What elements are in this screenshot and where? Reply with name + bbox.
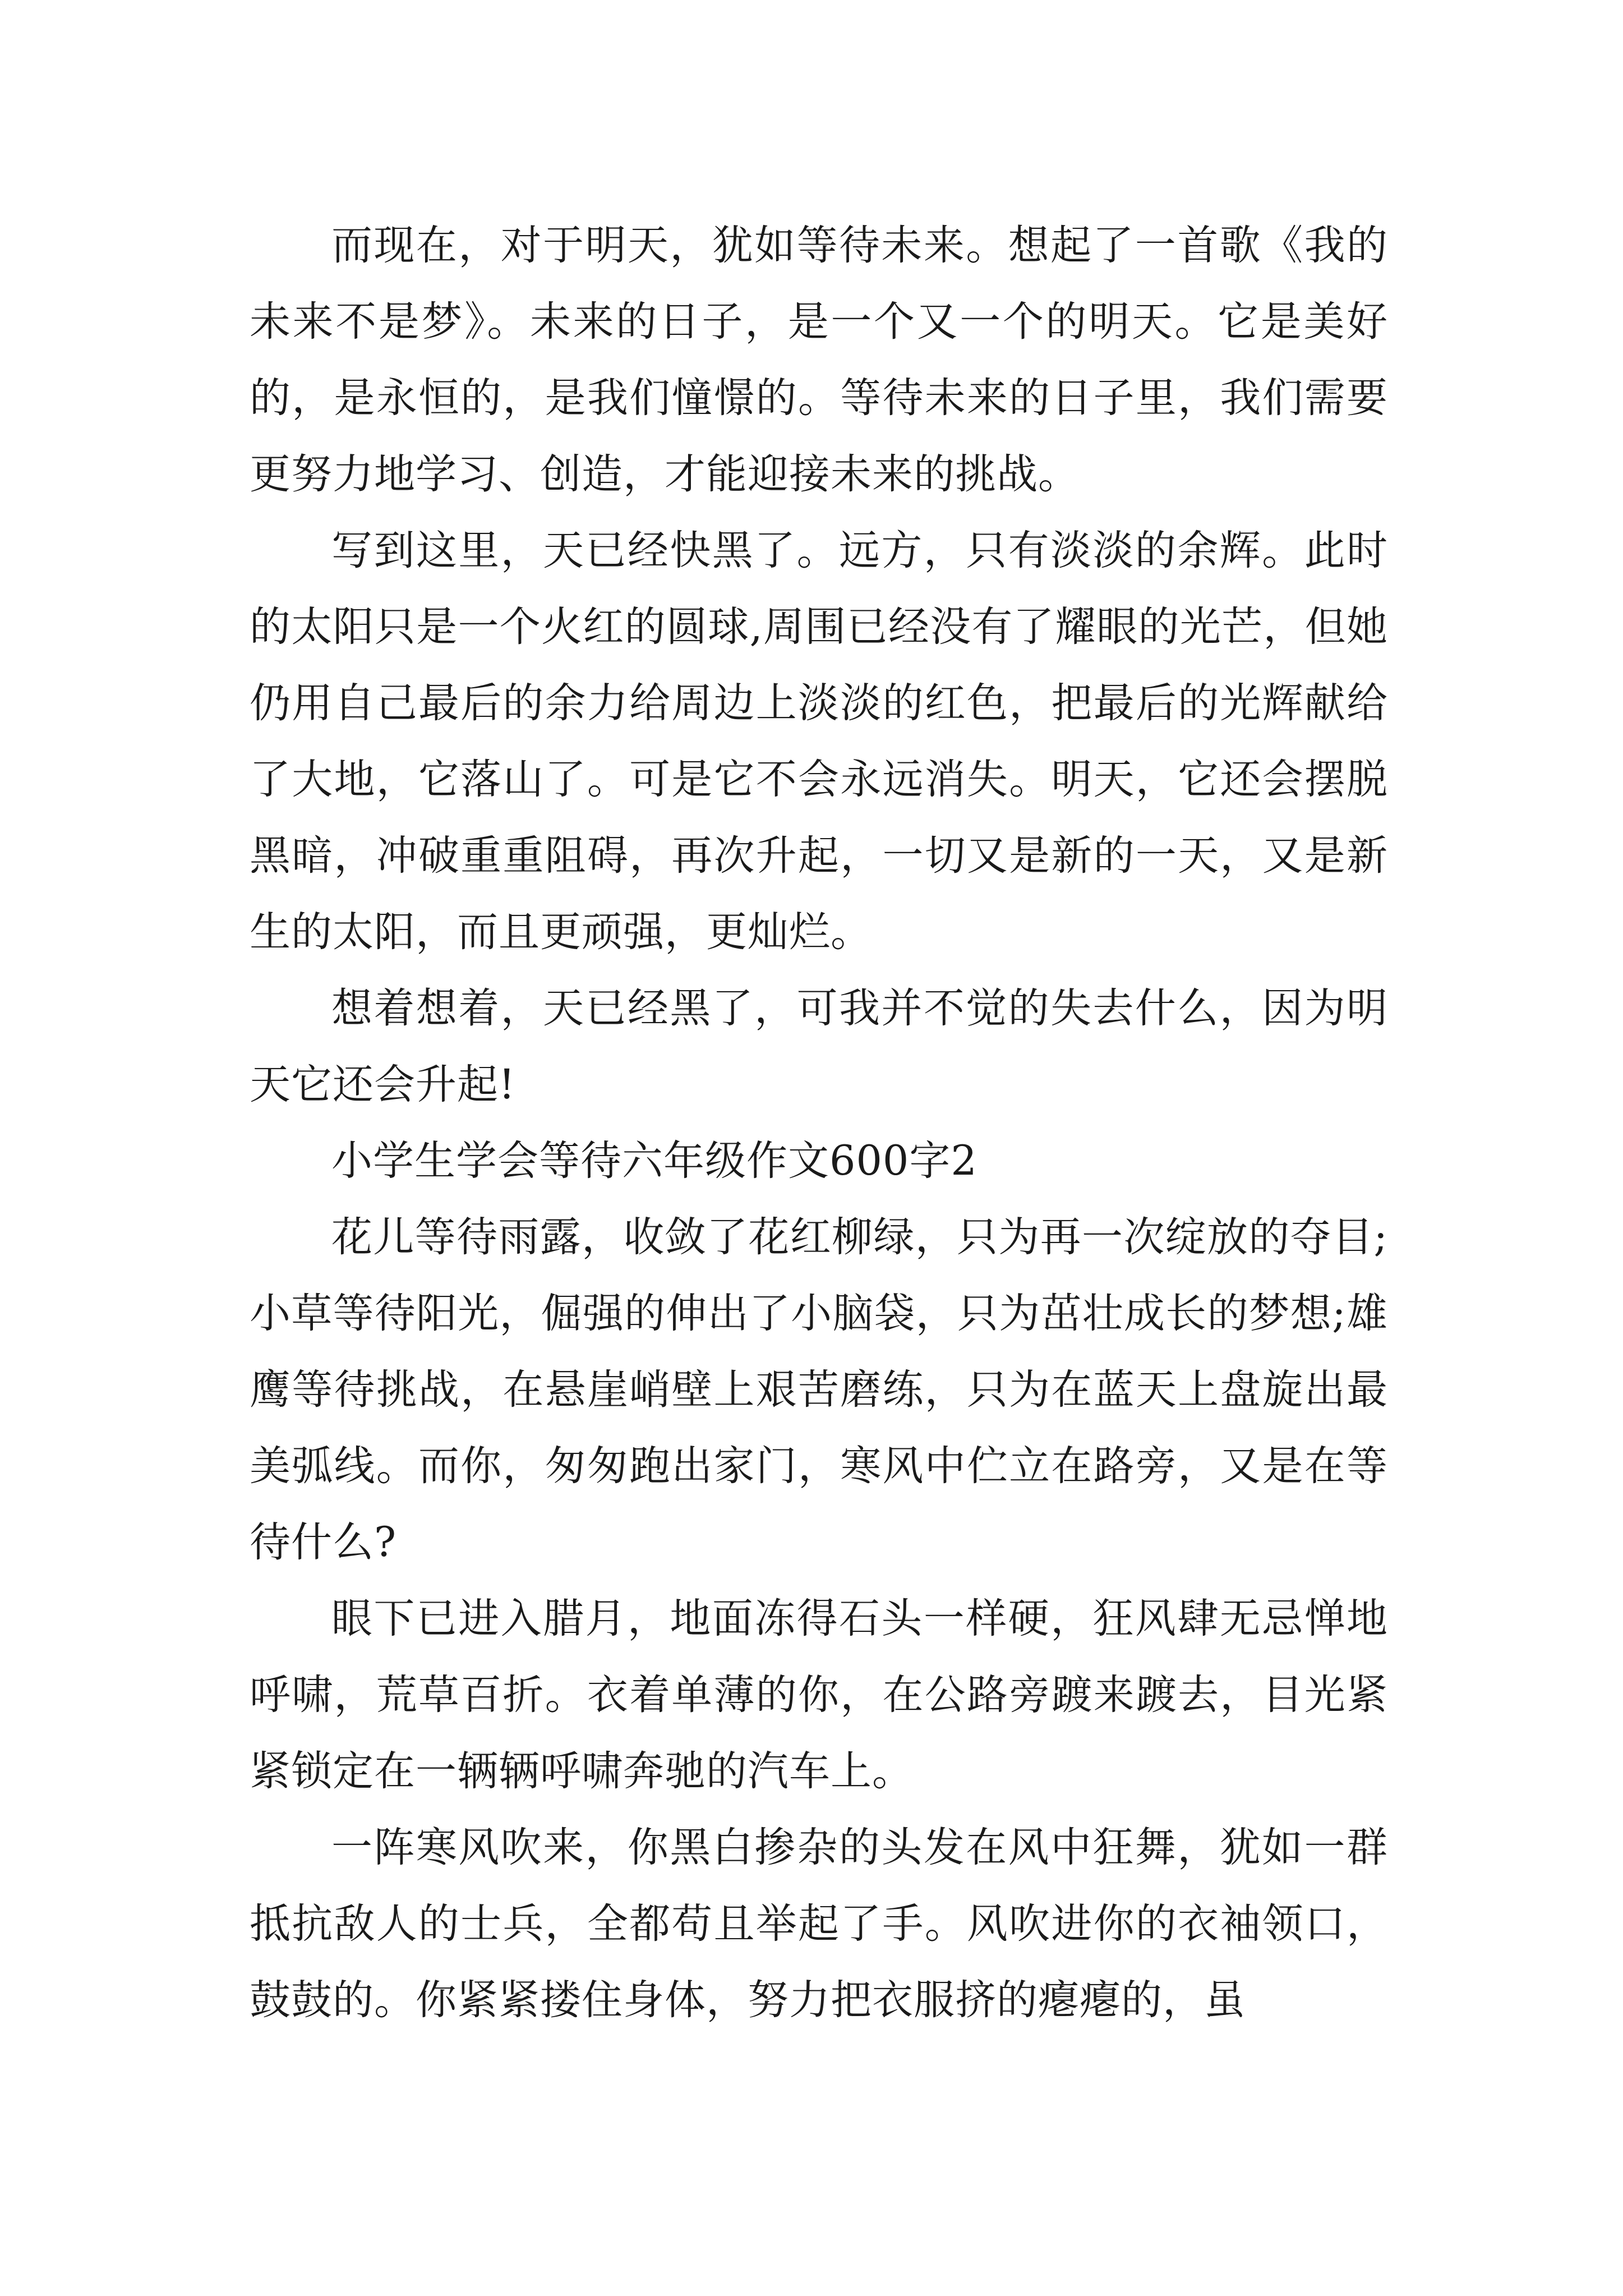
paragraph-thinking: 想着想着，天已经黑了，可我并不觉的失去什么，因为明天它还会升起! xyxy=(250,984,1388,1108)
paragraph-wind: 一阵寒风吹来，你黑白掺杂的头发在风中狂舞，犹如一群抵抗敌人的士兵，全都苟且举起了手。风吹进你的衣袖领口，鼓鼓的。你紧紧搂住身体，努力把衣服挤的瘪瘪的，虽 xyxy=(250,1824,1388,2024)
paragraph-winter: 眼下已进入腊月，地面冻得石头一样硬，狂风肆无忌惮地呼啸，荒草百折。衣着单薄的你，在公路旁踱来踱去，目光紧紧锁定在一辆辆呼啸奔驰的汽车上。 xyxy=(250,1595,1388,1795)
paragraph-future: 而现在，对于明天，犹如等待未来。想起了一首歌《我的未来不是梦》。未来的日子，是一个又一个的明天。它是美好的，是永恒的，是我们憧憬的。等待未来的日子里，我们需要更努力地学习、创造，才能迎接未来的挑战。 xyxy=(250,222,1388,498)
essay-heading: 小学生学会等待六年级作文600字2 xyxy=(331,1137,978,1185)
document-body xyxy=(250,208,1388,2039)
paragraph-sunset: 写到这里，天已经快黑了。远方，只有淡淡的余辉。此时的太阳只是一个火红的圆球,周围已经没有了耀眼的光芒，但她仍用自己最后的余力给周边上淡淡的红色，把最后的光辉献给了大地，它落山了。可是它不会永远消失。明天，它还会摆脱黑暗，冲破重重阻碍，再次升起，一切又是新的一天，又是新生的太阳，而且更顽强，更灿烂。 xyxy=(250,527,1388,956)
paragraph-waiting: 花儿等待雨露，收敛了花红柳绿，只为再一次绽放的夺目;小草等待阳光，倔强的伸出了小脑袋，只为茁壮成长的梦想;雄鹰等待挑战，在悬崖峭壁上艰苦磨练，只为在蓝天上盘旋出最美弧线。而你，匆匆跑出家门，寒风中伫立在路旁，又是在等待什么? xyxy=(250,1213,1388,1566)
